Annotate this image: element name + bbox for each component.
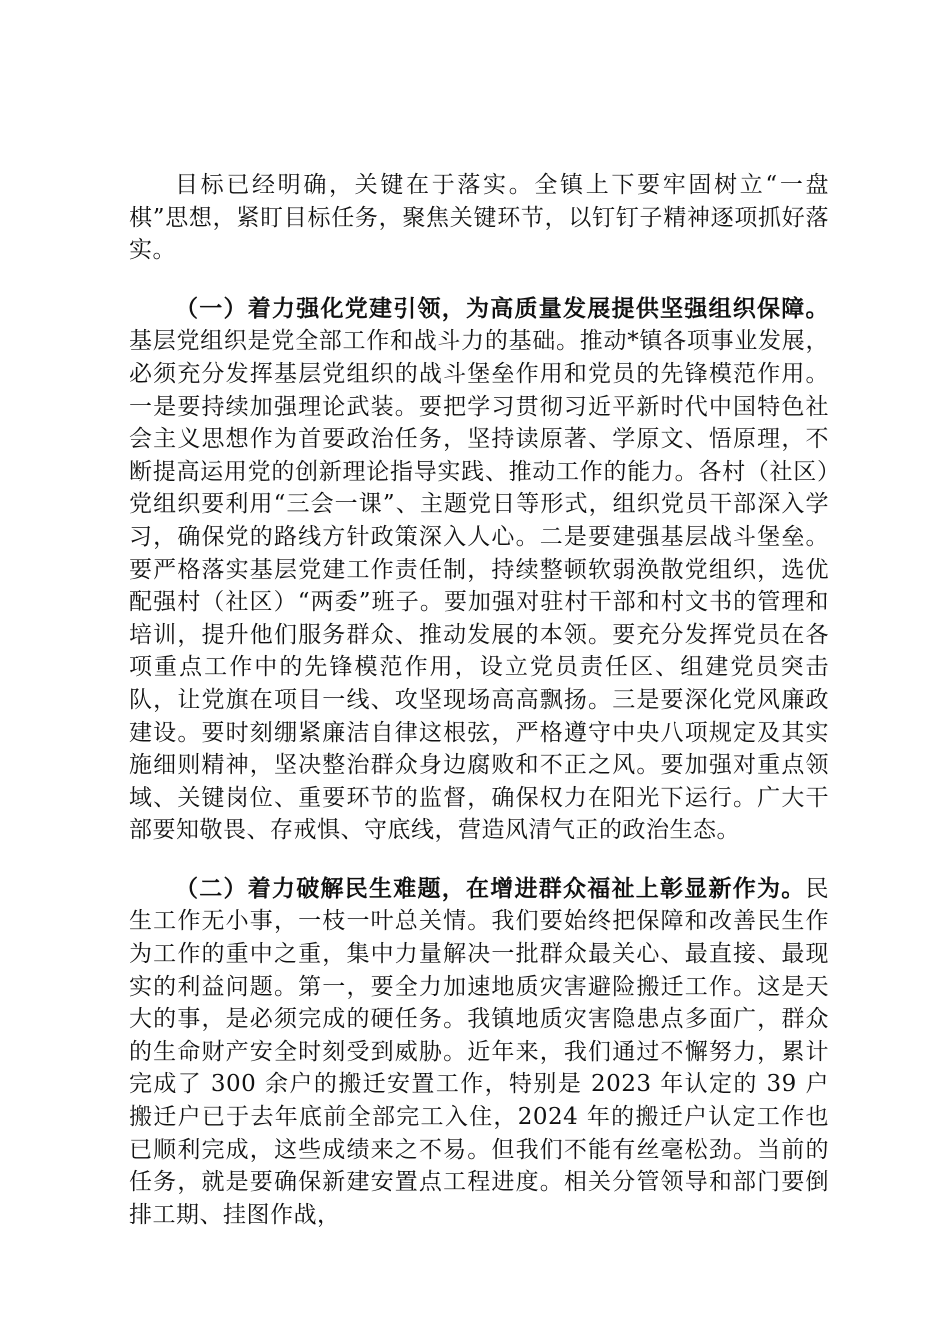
section-2-body: 民生工作无小事，一枝一叶总关情。我们要始终把保障和改善民生作为工作的重中之重，集中力量解决一批群众最关心、最直接、最现实的利益问题。第一，要全力加速地质灾害避险搬迁工作。这是天大的事，是必须完成的硬任务。我镇地质灾害隐患点多面广，群众的生命财产安全时刻受到威胁。近年来，我们通过不懈努力，累计完成了 300 余户的搬迁安置工作，特别是 2023 年认定的 39 户搬迁户已于去年底前全部完工入住，2024 年的搬迁户认定工作也已顺利完成，这些成绩来之不易。但我们不能有丝毫松劲。当前的任务，就是要确保新建安置点工程进度。相关分管领导和部门要倒排工期、挂图作战， (129, 875, 829, 1228)
intro-paragraph: 目标已经明确，关键在于落实。全镇上下要牢固树立“一盘棋”思想，紧盯目标任务，聚焦关键环节，以钉钉子精神逐项抓好落实。 (129, 172, 829, 264)
section-1-heading: （一）着力强化党建引领，为高质量发展提供坚强组织保障。 (175, 294, 829, 322)
document-page (129, 169, 829, 1231)
section-1-body: 基层党组织是党全部工作和战斗力的基础。推动*镇各项事业发展，必须充分发挥基层党组织的战斗堡垒作用和党员的先锋模范作用。一是要持续加强理论武装。要把学习贯彻习近平新时代中国特色社会主义思想作为首要政治任务，坚持读原著、学原文、悟原理，不断提高运用党的创新理论指导实践、推动工作的能力。各村（社区）党组织要利用“三会一课”、主题党日等形式，组织党员干部深入学习，确保党的路线方针政策深入人心。二是要建强基层战斗堡垒。要严格落实基层党建工作责任制，持续整顿软弱涣散党组织，选优配强村（社区）“两委”班子。要加强对驻村干部和村文书的管理和培训，提升他们服务群众、推动发展的本领。要充分发挥党员在各项重点工作中的先锋模范作用，设立党员责任区、组建党员突击队，让党旗在项目一线、攻坚现场高高飘扬。三是要深化党风廉政建设。要时刻绷紧廉洁自律这根弦，严格遵守中央八项规定及其实施细则精神，坚决整治群众身边腐败和不正之风。要加强对重点领域、关键岗位、重要环节的监督，确保权力在阳光下运行。广大干部要知敬畏、存戒惧、守底线，营造风清气正的政治生态。 (129, 328, 829, 844)
section-2-heading: （二）着力破解民生难题，在增进群众福祉上彰显新作为。 (175, 874, 806, 902)
section-2-paragraph (129, 873, 829, 1232)
section-1-paragraph (129, 293, 829, 847)
